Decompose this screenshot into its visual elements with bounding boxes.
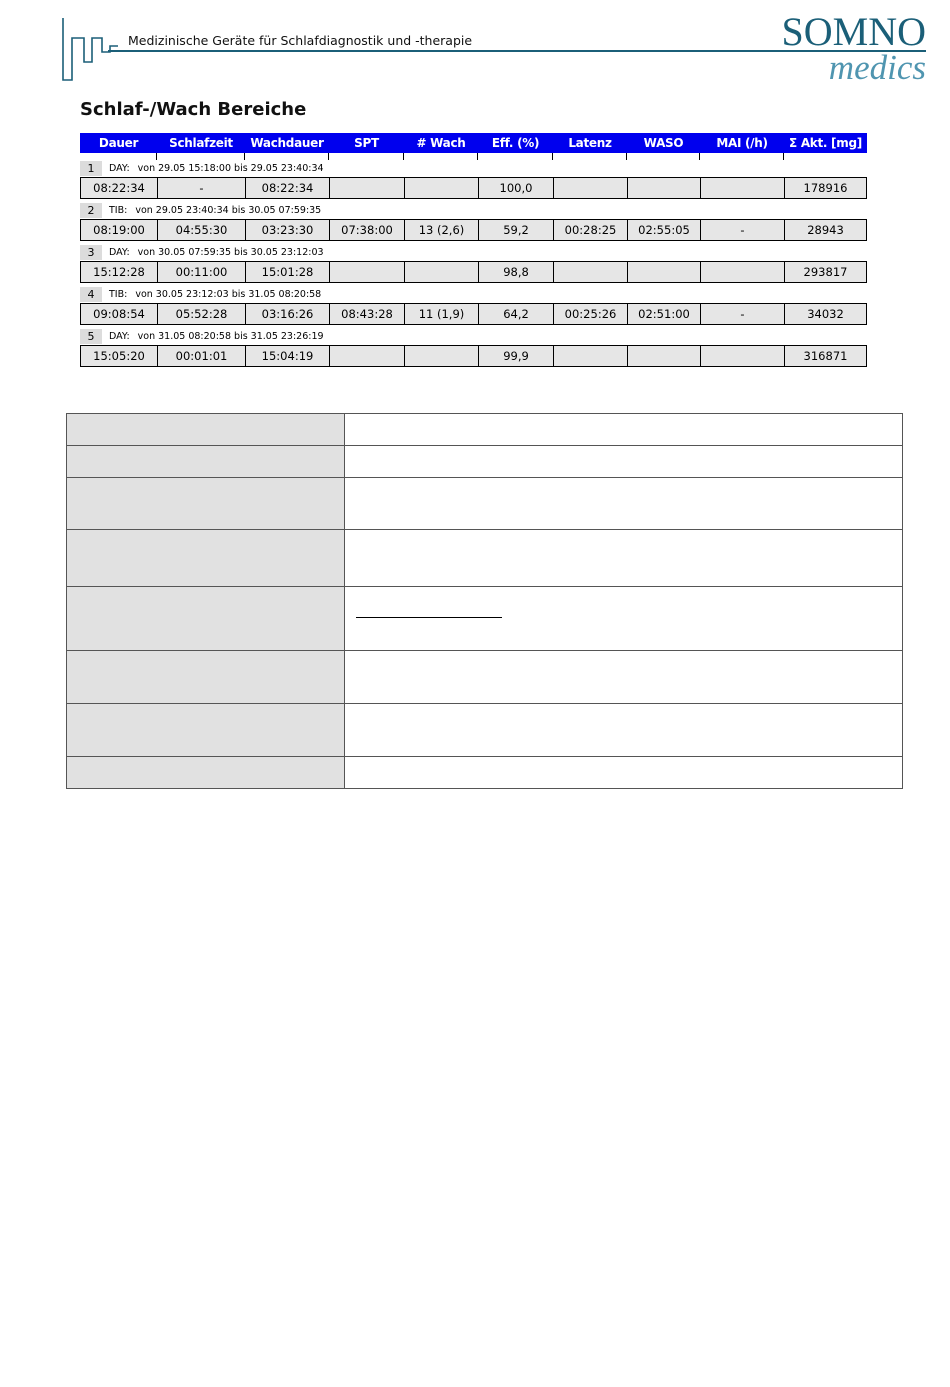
cell-wach-count: 13 (2,6) (404, 219, 479, 241)
segment-label (80, 328, 867, 345)
cell-dauer: 15:12:28 (80, 261, 158, 283)
info-label (67, 478, 345, 529)
info-row (67, 704, 902, 757)
column-header-efficiency: Eff. (%) (491, 136, 540, 150)
segment-label (80, 286, 867, 303)
info-label (67, 704, 345, 756)
signature-line (356, 617, 502, 618)
info-label (67, 587, 345, 650)
info-row (67, 414, 902, 446)
segment-label (80, 244, 867, 261)
column-header-latenz: Latenz (568, 136, 612, 150)
cell-mai: - (700, 219, 785, 241)
brand-logo-medics: medics (828, 48, 926, 87)
cell-mai (700, 261, 785, 283)
cell-wachdauer: 15:04:19 (245, 345, 330, 367)
segment-type: TIB: (109, 289, 128, 300)
cell-activity-sum: 28943 (784, 219, 867, 241)
cell-waso (627, 177, 701, 199)
cell-waso (627, 261, 701, 283)
info-row (67, 446, 902, 478)
segment-type: DAY: (109, 163, 130, 174)
cell-schlafzeit: 04:55:30 (157, 219, 246, 241)
cell-spt (329, 261, 405, 283)
cell-schlafzeit: 00:01:01 (157, 345, 246, 367)
cell-activity-sum: 34032 (784, 303, 867, 325)
info-value-field[interactable] (345, 757, 902, 788)
brand-logo-somno: SOMNO (781, 9, 926, 54)
cell-wach-count (404, 261, 479, 283)
cell-wachdauer: 15:01:28 (245, 261, 330, 283)
info-row (67, 651, 902, 704)
column-header-dauer: Dauer (98, 136, 139, 150)
cell-dauer: 09:08:54 (80, 303, 158, 325)
cell-dauer: 08:22:34 (80, 177, 158, 199)
cell-schlafzeit: 00:11:00 (157, 261, 246, 283)
cell-wachdauer: 03:23:30 (245, 219, 330, 241)
cell-mai (700, 345, 785, 367)
info-value-field[interactable] (345, 478, 902, 529)
cell-waso: 02:55:05 (627, 219, 701, 241)
cell-dauer: 08:19:00 (80, 219, 158, 241)
segment-type: DAY: (109, 247, 130, 258)
cell-spt: 07:38:00 (329, 219, 405, 241)
column-header-wachdauer: Wachdauer (250, 136, 324, 150)
info-value-field[interactable] (345, 414, 902, 445)
cell-latenz (553, 261, 628, 283)
cell-spt: 08:43:28 (329, 303, 405, 325)
column-header-spt: SPT (354, 136, 379, 150)
cell-latenz: 00:25:26 (553, 303, 628, 325)
info-row (67, 530, 902, 587)
cell-efficiency: 98,8 (478, 261, 554, 283)
section-title: Schlaf-/Wach Bereiche (80, 99, 307, 120)
cell-efficiency: 64,2 (478, 303, 554, 325)
segment-range: von 31.05 08:20:58 bis 31.05 23:26:19 (137, 331, 324, 342)
segment-number: 1 (80, 161, 102, 176)
cell-efficiency: 59,2 (478, 219, 554, 241)
cell-mai: - (700, 303, 785, 325)
segment-range: von 29.05 15:18:00 bis 29.05 23:40:34 (137, 163, 324, 174)
segment-range: von 29.05 23:40:34 bis 30.05 07:59:35 (135, 205, 322, 216)
column-header-schlafzeit: Schlafzeit (169, 136, 233, 150)
table-row (80, 345, 867, 367)
cell-waso: 02:51:00 (627, 303, 701, 325)
cell-efficiency: 100,0 (478, 177, 554, 199)
info-value-field[interactable] (345, 704, 902, 756)
info-label (67, 757, 345, 788)
cell-latenz (553, 345, 628, 367)
signature-field[interactable] (345, 587, 902, 650)
cell-wach-count (404, 345, 479, 367)
cell-schlafzeit: 05:52:28 (157, 303, 246, 325)
table-row (80, 261, 867, 283)
sleep-wake-table (80, 133, 867, 370)
info-value-field[interactable] (345, 446, 902, 477)
column-ticks (80, 153, 867, 160)
info-value-field[interactable] (345, 530, 902, 586)
cell-schlafzeit: - (157, 177, 246, 199)
segment-number: 4 (80, 287, 102, 302)
cell-spt (329, 345, 405, 367)
table-row (80, 177, 867, 199)
table-row (80, 219, 867, 241)
cell-wach-count (404, 177, 479, 199)
segment-range: von 30.05 23:12:03 bis 31.05 08:20:58 (135, 289, 322, 300)
segment-type: DAY: (109, 331, 130, 342)
header-tagline: Medizinische Geräte für Schlafdiagnostik und -therapie (128, 33, 473, 48)
cell-mai (700, 177, 785, 199)
segment-number: 2 (80, 203, 102, 218)
cell-wach-count: 11 (1,9) (404, 303, 479, 325)
cell-dauer: 15:05:20 (80, 345, 158, 367)
segment-label (80, 160, 867, 177)
cell-efficiency: 99,9 (478, 345, 554, 367)
info-label (67, 651, 345, 703)
info-table (66, 413, 903, 789)
column-header-waso: WASO (643, 136, 684, 150)
info-label (67, 530, 345, 586)
column-header-mai: MAI (/h) (716, 136, 768, 150)
cell-wachdauer: 08:22:34 (245, 177, 330, 199)
column-header-activity-sum: Σ Akt. [mg] (789, 136, 862, 150)
column-header-wach-count: # Wach (416, 136, 466, 150)
cell-spt (329, 177, 405, 199)
table-header (80, 133, 867, 153)
info-label (67, 446, 345, 477)
info-label (67, 414, 345, 445)
segment-range: von 30.05 07:59:35 bis 30.05 23:12:03 (137, 247, 324, 258)
cell-activity-sum: 293817 (784, 261, 867, 283)
info-row (67, 757, 902, 788)
table-row (80, 303, 867, 325)
cell-waso (627, 345, 701, 367)
cell-activity-sum: 178916 (784, 177, 867, 199)
segment-label (80, 202, 867, 219)
segment-number: 5 (80, 329, 102, 344)
segment-type: TIB: (109, 205, 128, 216)
cell-latenz (553, 177, 628, 199)
info-value-field[interactable] (345, 651, 902, 703)
info-row (67, 478, 902, 530)
cell-activity-sum: 316871 (784, 345, 867, 367)
info-row (67, 587, 902, 651)
cell-wachdauer: 03:16:26 (245, 303, 330, 325)
cell-latenz: 00:28:25 (553, 219, 628, 241)
segment-number: 3 (80, 245, 102, 260)
